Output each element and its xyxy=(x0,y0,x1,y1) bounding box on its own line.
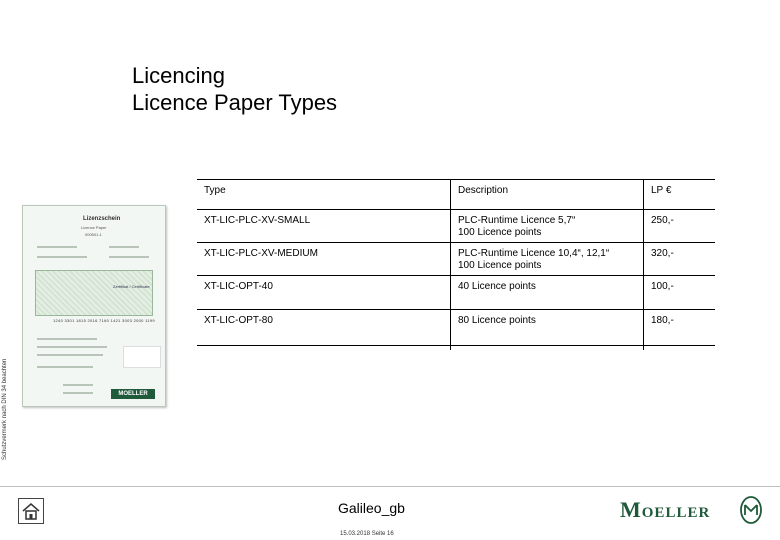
cert-serial: 1240 3301 1815 2016 7160 1421 3003 2000 1199 xyxy=(53,318,155,323)
row-type: XT-LIC-OPT-40 xyxy=(204,281,273,292)
row-price: 100,- xyxy=(651,281,674,292)
header-type: Type xyxy=(204,185,226,196)
cert-line xyxy=(37,366,93,368)
cert-guilloche-box xyxy=(35,270,153,316)
cert-stamp xyxy=(123,346,161,368)
row-description-line-1: PLC-Runtime Licence 5,7“ xyxy=(458,215,576,226)
moeller-logo xyxy=(620,497,710,523)
row-price: 180,- xyxy=(651,315,674,326)
row-description xyxy=(458,248,609,272)
cert-logo: MOELLER xyxy=(111,389,155,399)
table-header-row xyxy=(197,179,715,210)
title-line-2: Licence Paper Types xyxy=(132,90,338,115)
title-line-1: Licencing xyxy=(132,63,225,88)
row-description: 40 Licence points xyxy=(458,281,536,292)
row-description xyxy=(458,215,575,239)
table-row xyxy=(197,210,715,243)
footer-title: Galileo_gb xyxy=(338,500,405,516)
licence-certificate-image xyxy=(22,205,166,407)
cert-line xyxy=(63,392,93,394)
row-description-line-1: PLC-Runtime Licence 10,4“, 12,1“ xyxy=(458,248,610,259)
cert-line xyxy=(37,246,77,248)
cert-line xyxy=(37,338,97,340)
table-row xyxy=(197,243,715,276)
cert-box-label: Zertifikat / Certificate xyxy=(113,284,150,289)
cert-subheading: Licence Paper xyxy=(81,225,107,230)
header-description: Description xyxy=(458,185,509,196)
row-type: XT-LIC-PLC-XV-MEDIUM xyxy=(204,248,318,259)
cert-line xyxy=(37,256,87,258)
table-row xyxy=(197,310,715,346)
side-note: Schutzvermerk nach DIN 34 beachten xyxy=(2,358,8,460)
row-price: 320,- xyxy=(651,248,674,259)
footer-date: 15.03.2018 Seite 16 xyxy=(340,531,394,537)
header-price: LP € xyxy=(651,185,672,196)
cert-line xyxy=(109,246,139,248)
cert-line xyxy=(63,384,93,386)
cert-line xyxy=(109,256,149,258)
row-description-line-2: 100 Licence points xyxy=(458,260,542,271)
cert-line xyxy=(37,354,103,356)
cert-line xyxy=(37,346,107,348)
cert-heading: Lizenzschein xyxy=(83,216,121,222)
home-icon xyxy=(19,499,43,523)
logo-initial: M xyxy=(620,497,642,522)
logo-rest: OELLER xyxy=(641,505,711,521)
row-description-line-2: 100 Licence points xyxy=(458,227,542,238)
table-row xyxy=(197,276,715,310)
row-description: 80 Licence points xyxy=(458,315,536,326)
row-type: XT-LIC-OPT-80 xyxy=(204,315,273,326)
row-type: XT-LIC-PLC-XV-SMALL xyxy=(204,215,311,226)
row-price: 250,- xyxy=(651,215,674,226)
cert-code: 000501-1 xyxy=(85,232,102,237)
home-button[interactable] xyxy=(18,498,44,524)
licence-table xyxy=(197,179,715,346)
moeller-emblem-icon xyxy=(740,496,762,524)
footer-divider xyxy=(0,486,780,487)
